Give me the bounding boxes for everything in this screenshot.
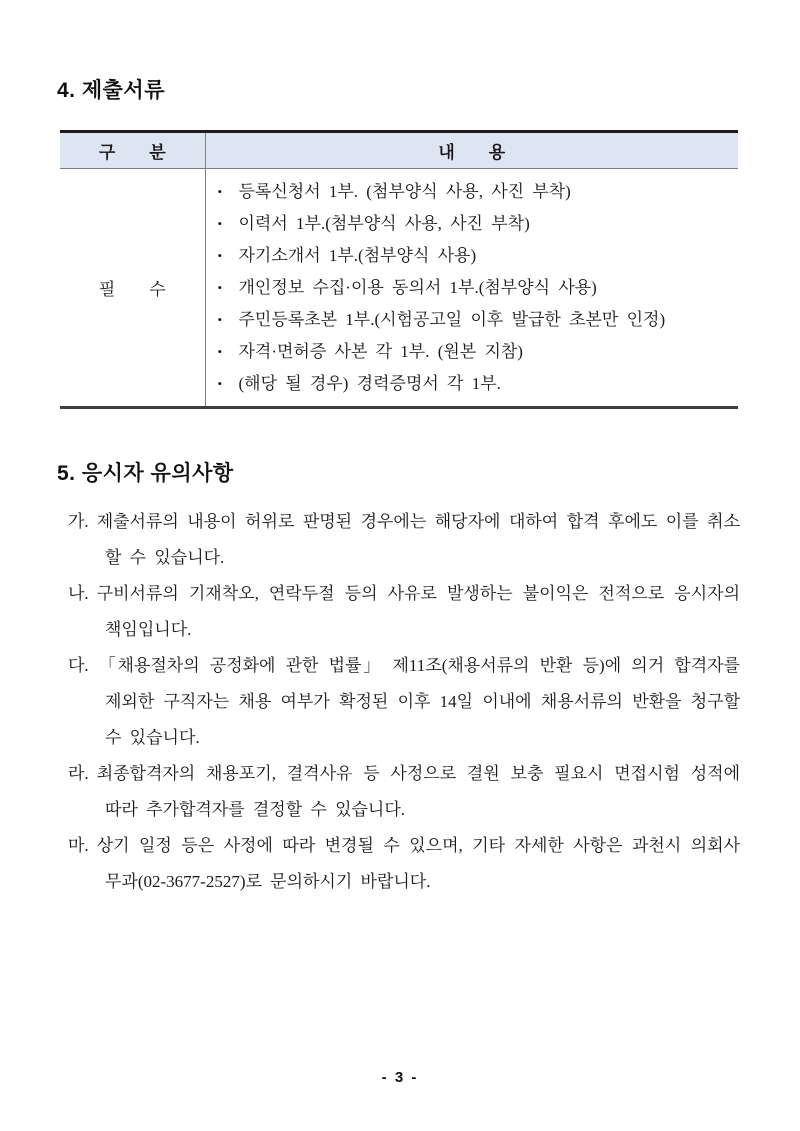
notice-item-text: 상기 일정 등은 사정에 따라 변경될 수 있으며, 기타 자세한 사항은 과천시 의회사무과(02-3677-2527)로 문의하시기 바랍니다.	[96, 836, 740, 891]
list-item	[218, 176, 733, 208]
notice-item-text: 최종합격자의 채용포기, 결격사유 등 사정으로 결원 보충 필요시 면접시험 성적에 따라 추가합격자를 결정할 수 있습니다.	[96, 764, 740, 819]
list-item	[68, 576, 740, 648]
notice-item-marker: 가.	[68, 512, 89, 531]
required-row-label: 필 수	[98, 280, 166, 299]
notices-list	[68, 504, 740, 900]
bullet-icon: •	[217, 184, 223, 199]
list-item	[218, 240, 733, 272]
list-item	[68, 756, 740, 828]
notice-item-marker: 라.	[68, 764, 89, 783]
document-item-text: 등록신청서 1부. (첨부양식 사용, 사진 부착)	[238, 182, 571, 201]
table-header-row	[60, 132, 738, 169]
section5-title: 5. 응시자 유의사항	[57, 462, 234, 485]
notice-item-text: 제출서류의 내용이 허위로 판명된 경우에는 해당자에 대하여 합격 후에도 이를 취소할 수 있습니다.	[96, 512, 740, 567]
bullet-icon: •	[217, 216, 223, 231]
notice-item-marker: 마.	[68, 836, 89, 855]
document-item-text: 자격·면허증 사본 각 1부. (원본 지참)	[238, 342, 523, 361]
document-item-text: 개인정보 수집·이용 동의서 1부.(첨부양식 사용)	[238, 278, 597, 297]
list-item	[218, 336, 733, 368]
notice-item-text: 「채용절차의 공정화에 관한 법률」 제11조(채용서류의 반환 등)에 의거 합격자를 제외한 구직자는 채용 여부가 확정된 이후 14일 이내에 채용서류의 반환을 청구할 수 있습니다.	[96, 656, 740, 747]
document-item-text: 주민등록초본 1부.(시험공고일 이후 발급한 초본만 인정)	[238, 310, 666, 329]
document-item-text: 이력서 1부.(첨부양식 사용, 사진 부착)	[238, 214, 530, 233]
list-item	[218, 272, 733, 304]
documents-list-cell	[205, 169, 738, 408]
table-row	[60, 169, 738, 408]
notice-item-marker: 나.	[68, 584, 89, 603]
notice-item-text: 구비서류의 기재착오, 연락두절 등의 사유로 발생하는 불이익은 전적으로 응시자의 책임입니다.	[96, 584, 740, 639]
list-item	[68, 648, 740, 756]
list-item	[218, 208, 733, 240]
bullet-icon: •	[217, 248, 223, 263]
submission-documents-table	[60, 130, 738, 409]
bullet-icon: •	[217, 344, 223, 359]
table-header-category: 구 분	[60, 132, 205, 169]
list-item	[68, 504, 740, 576]
notice-item-marker: 다.	[68, 656, 89, 675]
list-item	[68, 828, 740, 900]
section4-title: 4. 제출서류	[57, 79, 165, 102]
table-header-content: 내 용	[205, 132, 738, 169]
bullet-icon: •	[217, 312, 223, 327]
bullet-icon: •	[217, 376, 223, 391]
document-item-text: (해당 될 경우) 경력증명서 각 1부.	[238, 374, 501, 393]
bullet-icon: •	[217, 280, 223, 295]
list-item	[218, 304, 733, 336]
list-item	[218, 368, 733, 400]
page-number: - 3 -	[381, 1069, 419, 1086]
document-item-text: 자기소개서 1부.(첨부양식 사용)	[238, 246, 477, 265]
